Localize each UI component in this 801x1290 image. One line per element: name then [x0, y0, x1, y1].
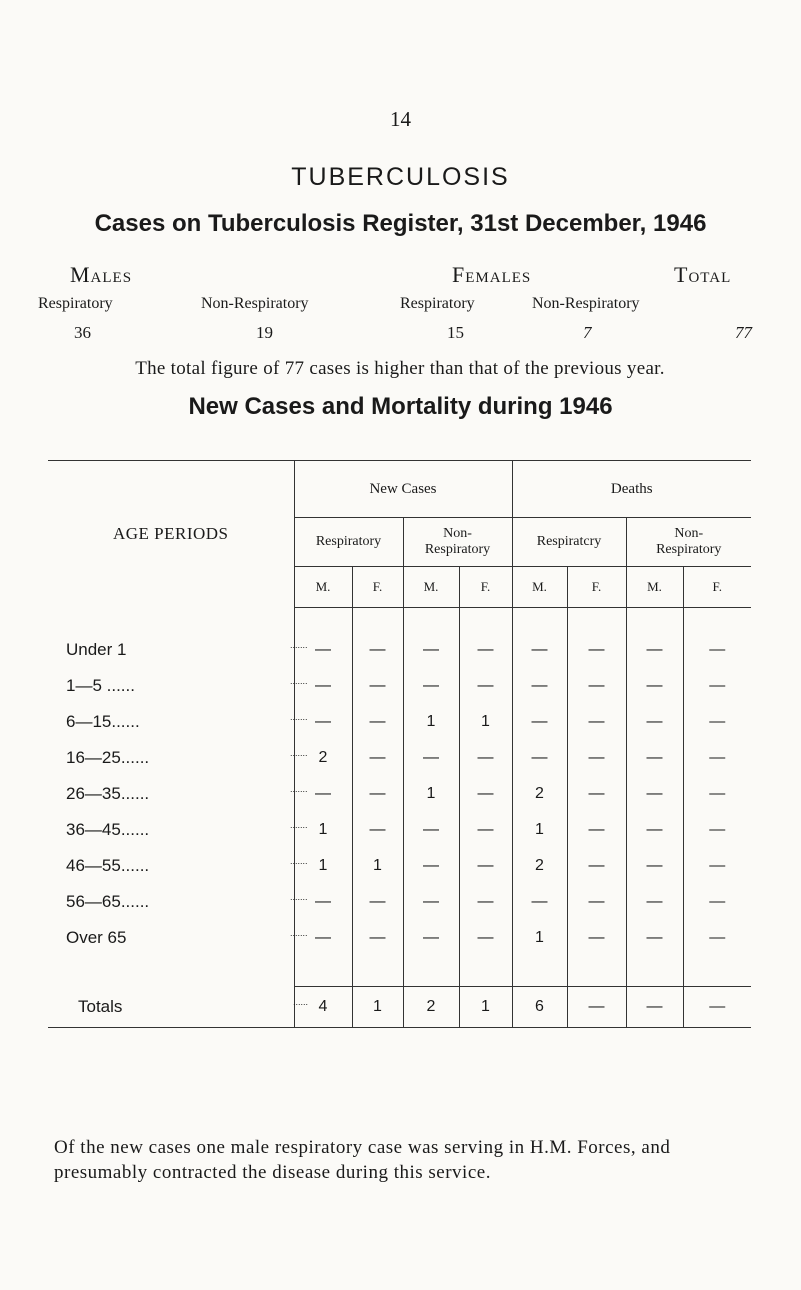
summary-value: 19 — [256, 323, 273, 342]
age-periods-header: AGE PERIODS — [48, 461, 294, 608]
table-cell: — — [352, 740, 403, 776]
sex-header: M. — [294, 567, 352, 608]
leader-dots: ....... — [290, 892, 308, 902]
table-cell: — — [512, 884, 567, 920]
totals-cell: — — [567, 987, 626, 1028]
totals-cell: 4 — [294, 987, 352, 1028]
register-heading: Cases on Tuberculosis Register, 31st December, 1946 — [94, 210, 707, 237]
table-row — [48, 920, 751, 956]
table-row — [48, 848, 751, 884]
totals-cell: 1 — [459, 987, 512, 1028]
spacer-cell — [48, 956, 294, 987]
summary-females-label: Females — [452, 262, 532, 287]
new-cases-header: New Cases — [294, 461, 512, 518]
footnote: Of the new cases one male respiratory case was serving in H.M. Forces, and presumably contracted the disease during this service. — [54, 1137, 671, 1183]
spacer-cell — [512, 956, 567, 987]
sex-header: M. — [403, 567, 459, 608]
age-period-label: Over 65 — [66, 928, 127, 947]
table-cell: — — [567, 920, 626, 956]
age-period-label: 6—15...... — [66, 712, 140, 731]
table-cell: — — [567, 884, 626, 920]
sub-header-respiratory: Respiratory — [294, 518, 403, 567]
table-row — [48, 740, 751, 776]
table-cell: — — [567, 812, 626, 848]
table-cell: — — [626, 920, 683, 956]
table-cell: — — [459, 812, 512, 848]
table-cell: — — [626, 668, 683, 704]
table-row — [48, 884, 751, 920]
page-number: 14 — [390, 107, 411, 131]
table-cell: 1 — [403, 776, 459, 812]
table-cell: — — [352, 812, 403, 848]
mortality-table — [48, 460, 751, 1028]
summary-sub-label: Non-Respiratory — [201, 295, 309, 312]
sub-header-respiratory: Respiratcry — [512, 518, 626, 567]
table-spacer — [48, 956, 751, 987]
deaths-header: Deaths — [512, 461, 751, 518]
table-cell: — — [567, 740, 626, 776]
table-cell: — — [626, 884, 683, 920]
table-cell: — — [459, 608, 512, 669]
table-cell: — — [352, 704, 403, 740]
totals-label-cell — [48, 987, 309, 1028]
table-cell: — — [403, 848, 459, 884]
totals-row — [48, 987, 751, 1028]
totals-cell: — — [683, 987, 751, 1028]
sub-header-non-respiratory: Non- Respiratory — [403, 518, 512, 567]
age-period-label: 36—45...... — [66, 820, 150, 839]
table-row — [48, 668, 751, 704]
spacer-cell — [626, 956, 683, 987]
table-cell: — — [683, 848, 751, 884]
age-period-cell — [48, 812, 308, 848]
spacer-cell — [459, 956, 512, 987]
table-cell: — — [403, 884, 459, 920]
sex-header: F. — [567, 567, 626, 608]
summary-total-value: 77 — [735, 323, 752, 342]
leader-dots: ...... — [293, 996, 309, 1007]
spacer-cell — [683, 956, 751, 987]
summary-males-label: Males — [70, 262, 133, 287]
leader-dots: ....... — [290, 928, 308, 938]
summary-note: The total figure of 77 cases is higher than that of the previous year. — [135, 358, 665, 379]
age-period-cell — [48, 608, 308, 669]
table-cell: — — [459, 776, 512, 812]
spacer-cell — [352, 956, 403, 987]
leader-dots: ....... — [290, 712, 308, 722]
table-cell: 1 — [352, 848, 403, 884]
age-period-cell — [48, 704, 308, 740]
sex-header: M. — [512, 567, 567, 608]
table-cell: — — [626, 848, 683, 884]
summary-value: 36 — [74, 323, 91, 342]
totals-cell: — — [626, 987, 683, 1028]
table-row — [48, 776, 751, 812]
table-cell: — — [352, 884, 403, 920]
spacer-cell — [567, 956, 626, 987]
table-cell: — — [512, 608, 567, 669]
table-cell: — — [294, 884, 352, 920]
leader-dots: ....... — [290, 784, 308, 794]
table-row — [48, 608, 751, 669]
age-period-label: 46—55...... — [66, 856, 150, 875]
table-cell: — — [403, 740, 459, 776]
summary-sub-label: Non-Respiratory — [532, 295, 640, 312]
sex-header: F. — [459, 567, 512, 608]
table-cell: — — [403, 608, 459, 669]
leader-dots: ....... — [290, 748, 308, 758]
table-cell: — — [459, 740, 512, 776]
table-row — [48, 704, 751, 740]
totals-cell: 2 — [403, 987, 459, 1028]
table-cell: 1 — [459, 704, 512, 740]
age-period-cell — [48, 848, 308, 884]
table-cell: 1 — [512, 920, 567, 956]
sub-header-non-respiratory: Non- Respiratory — [626, 518, 751, 567]
table-cell: — — [294, 920, 352, 956]
table-cell: — — [626, 704, 683, 740]
age-period-label: Under 1 — [66, 639, 127, 659]
age-period-cell — [48, 920, 308, 956]
table-cell: 2 — [294, 740, 352, 776]
table-cell: — — [352, 668, 403, 704]
summary-total-label: Total — [674, 262, 732, 287]
table-cell: — — [352, 608, 403, 669]
table-cell: — — [294, 704, 352, 740]
table-cell: — — [352, 776, 403, 812]
age-period-cell — [48, 668, 308, 704]
totals-cell: 6 — [512, 987, 567, 1028]
table-cell: — — [294, 668, 352, 704]
mortality-heading: New Cases and Mortality during 1946 — [188, 393, 613, 420]
section-title: TUBERCULOSIS — [291, 163, 510, 191]
table-cell: 1 — [294, 848, 352, 884]
age-period-cell — [48, 740, 308, 776]
table-cell: — — [403, 812, 459, 848]
table-cell: — — [683, 704, 751, 740]
table-cell: 2 — [512, 848, 567, 884]
table-cell: — — [683, 740, 751, 776]
age-period-cell — [48, 884, 308, 920]
table-cell: — — [294, 776, 352, 812]
table-cell: — — [683, 608, 751, 669]
table-cell: — — [403, 920, 459, 956]
sex-header: M. — [626, 567, 683, 608]
table-cell: — — [567, 608, 626, 669]
table-cell: — — [626, 608, 683, 669]
leader-dots: ....... — [290, 676, 308, 686]
table-cell: 1 — [403, 704, 459, 740]
age-period-label: 16—25...... — [66, 748, 150, 767]
table-cell: — — [352, 920, 403, 956]
age-period-cell — [48, 776, 308, 812]
table-cell: — — [403, 668, 459, 704]
table-cell: 2 — [512, 776, 567, 812]
table-cell: — — [626, 812, 683, 848]
table-cell: — — [459, 848, 512, 884]
table-row — [48, 812, 751, 848]
table-cell: 1 — [294, 812, 352, 848]
age-period-label: 26—35...... — [66, 784, 150, 803]
table-cell: — — [626, 740, 683, 776]
leader-dots: ....... — [290, 639, 308, 650]
table-cell: — — [512, 704, 567, 740]
summary-value: 15 — [447, 323, 464, 342]
sex-header: F. — [352, 567, 403, 608]
age-period-label: 56—65...... — [66, 892, 150, 911]
table-cell: — — [512, 668, 567, 704]
summary-value: 7 — [583, 323, 592, 342]
table-cell: — — [459, 920, 512, 956]
table-cell: — — [626, 776, 683, 812]
table-cell: — — [683, 812, 751, 848]
table-cell: — — [512, 740, 567, 776]
summary-sub-label: Respiratory — [38, 295, 113, 312]
table-cell: 1 — [512, 812, 567, 848]
table-cell: — — [683, 668, 751, 704]
totals-label: Totals — [78, 996, 123, 1016]
table-cell: — — [294, 608, 352, 669]
leader-dots: ....... — [290, 820, 308, 830]
table-cell: — — [683, 920, 751, 956]
spacer-cell — [294, 956, 352, 987]
table-cell: — — [459, 884, 512, 920]
table-cell: — — [683, 884, 751, 920]
table-cell: — — [567, 704, 626, 740]
table-cell: — — [567, 668, 626, 704]
table-cell: — — [567, 776, 626, 812]
sex-header: F. — [683, 567, 751, 608]
leader-dots: ....... — [290, 856, 308, 866]
table-cell: — — [683, 776, 751, 812]
table-cell: — — [459, 668, 512, 704]
totals-cell: 1 — [352, 987, 403, 1028]
spacer-cell — [403, 956, 459, 987]
age-period-label: 1—5 ...... — [66, 676, 135, 695]
summary-sub-label: Respiratory — [400, 295, 475, 312]
table-cell: — — [567, 848, 626, 884]
